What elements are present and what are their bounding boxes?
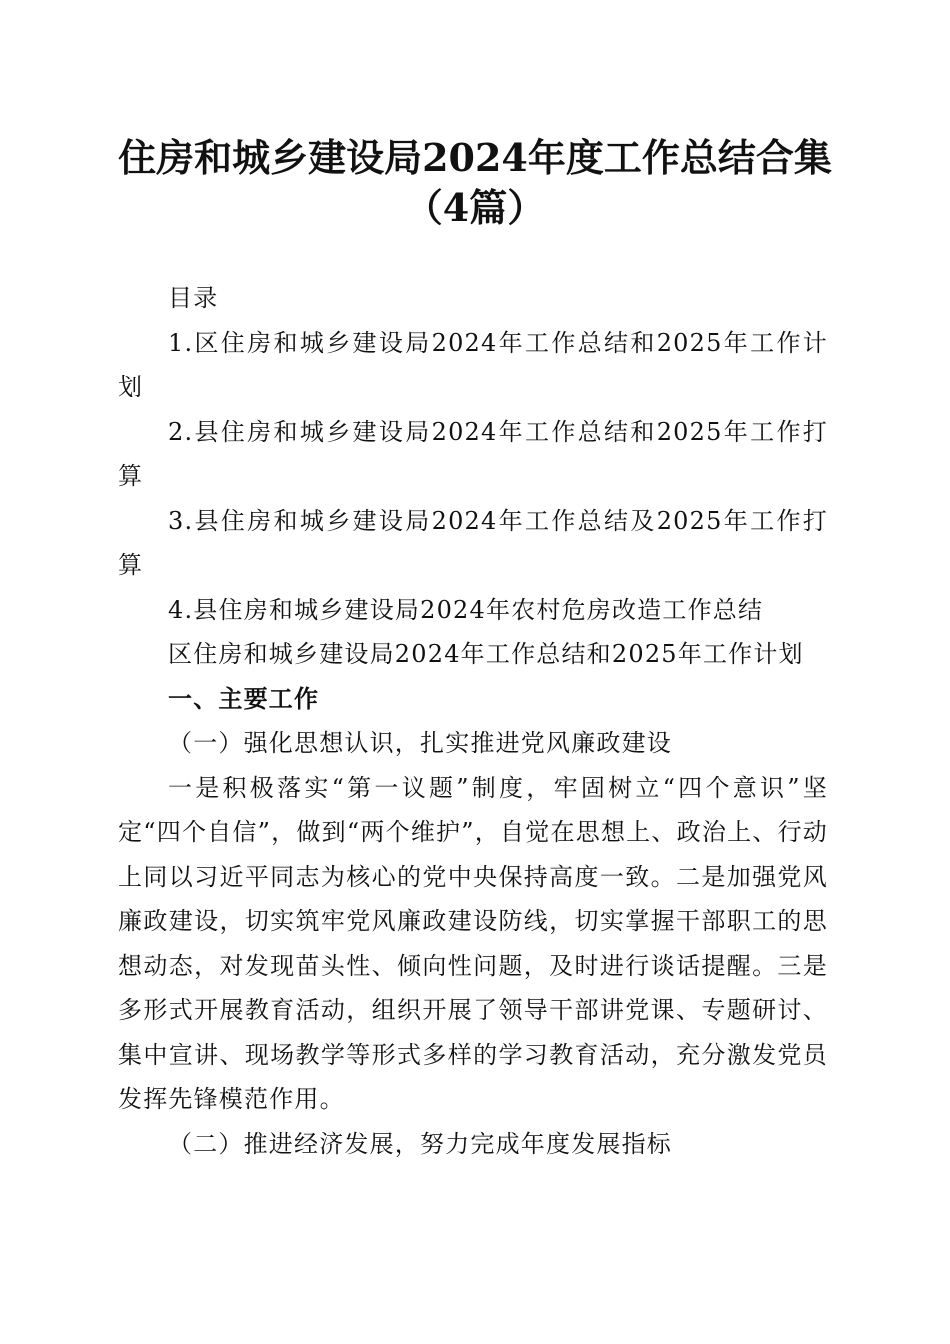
document-body	[118, 276, 828, 1166]
toc-item: 4.县住房和城乡建设局2024年农村危房改造工作总结	[168, 595, 764, 624]
toc-item: 2.县住房和城乡建设局2024年工作总结和2025年工作打算	[118, 417, 828, 490]
article-title: 区住房和城乡建设局2024年工作总结和2025年工作计划	[168, 640, 804, 668]
toc-item: 3.县住房和城乡建设局2024年工作总结及2025年工作打算	[118, 506, 828, 579]
body-paragraph: 一是积极落实“第一议题”制度，牢固树立“四个意识”坚定“四个自信”，做到“两个维护”，自觉在思想上、政治上、行动上同以习近平同志为核心的党中央保持高度一致。二是加强党风廉政建设，切实筑牢党风廉政建设防线，切实掌握干部职工的思想动态，对发现苗头性、倾向性问题，及时进行谈话提醒。三是多形式开展教育活动，组织开展了领导干部讲党课、专题研讨、集中宣讲、现场教学等形式多样的学习教育活动，充分激发党员发挥先锋模范作用。	[118, 773, 828, 1113]
toc-item: 1.区住房和城乡建设局2024年工作总结和2025年工作计划	[118, 328, 828, 401]
subsection-heading: （二）推进经济发展，努力完成年度发展指标	[168, 1129, 672, 1158]
toc-label: 目录	[168, 284, 219, 312]
section-heading: 一、主要工作	[168, 684, 320, 713]
subsection-heading: （一）强化思想认识，扎实推进党风廉政建设	[168, 729, 672, 757]
document-title: 住房和城乡建设局2024年度工作总结合集（4篇）	[118, 135, 832, 230]
